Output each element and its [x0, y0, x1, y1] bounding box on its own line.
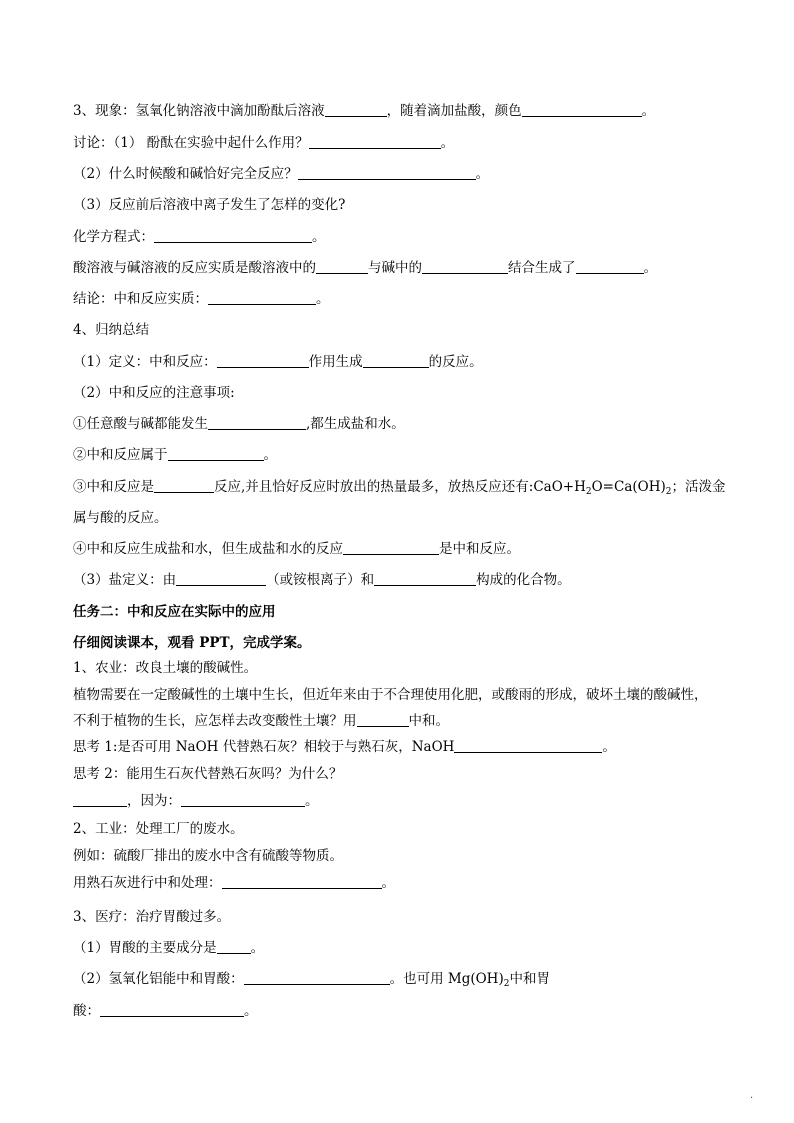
- answer-blank[interactable]: [208, 290, 316, 305]
- text: 思考 2：能用生石灰代替熟石灰吗？为什么？: [73, 766, 343, 782]
- text: 仔细阅读课本，观看 PPT，完成学案。: [73, 635, 311, 651]
- text: 。: [641, 103, 656, 119]
- answer-blank[interactable]: [374, 571, 476, 586]
- text: 3、现象：氢氧化钠溶液中滴加酚酞后溶液: [73, 103, 325, 119]
- line-think-2-answer: [73, 791, 734, 811]
- line-definition: [73, 352, 734, 372]
- line-note-3: [73, 477, 734, 497]
- subscript: 2: [665, 487, 672, 497]
- text: O=Ca(OH): [591, 479, 666, 495]
- answer-blank[interactable]: [100, 1002, 244, 1017]
- text: 。: [263, 447, 277, 463]
- text: 。: [244, 1003, 258, 1019]
- text: （或铵根离子）和: [266, 572, 375, 588]
- text: ；活泼金: [671, 479, 726, 495]
- answer-blank[interactable]: [217, 353, 309, 368]
- line-note-4: [73, 539, 734, 559]
- text: （3）反应前后溶液中离子发生了怎样的变化?: [73, 197, 346, 213]
- answer-blank[interactable]: [222, 874, 382, 889]
- text: 2、工业：处理工厂的废水。: [73, 821, 244, 837]
- line-think-2: [73, 764, 734, 784]
- footer-mark: .: [750, 1090, 754, 1101]
- text: （2）中和反应的注意事项:: [73, 385, 235, 401]
- text: 酸溶液与碱溶液的反应实质是酸溶液中的: [73, 260, 316, 276]
- answer-blank[interactable]: [154, 228, 312, 243]
- text: 3、医疗：治疗胃酸过多。: [73, 909, 231, 925]
- text: 1、农业：改良土壤的酸碱性。: [73, 660, 258, 676]
- line-agriculture-question: [73, 711, 734, 731]
- text: 思考 1:是否可用 NaOH 代替熟石灰？相较于与熟石灰，NaOH: [73, 739, 455, 755]
- line-salt-definition: [73, 570, 734, 590]
- text: 4、归纳总结: [73, 322, 150, 338]
- line-think-1: [73, 737, 734, 757]
- subscript: 2: [585, 487, 592, 497]
- text: 例如：硫酸厂排出的废水中含有硫酸等物质。: [73, 848, 343, 864]
- text: ，因为：: [127, 793, 181, 809]
- answer-blank[interactable]: [316, 259, 368, 274]
- text: 。也可用 Mg(OH): [389, 971, 504, 987]
- answer-blank[interactable]: [576, 259, 644, 274]
- line-notes-title: [73, 383, 734, 403]
- line-medical-2-cont: [73, 1001, 734, 1021]
- line-agriculture-desc: [73, 685, 734, 705]
- answer-blank[interactable]: [454, 738, 602, 753]
- text: 任务二：中和反应在实际中的应用: [73, 604, 276, 620]
- answer-blank[interactable]: [522, 102, 642, 117]
- text: 。: [312, 229, 326, 245]
- text: 。: [381, 875, 395, 891]
- text: 结论：中和反应实质：: [73, 291, 208, 307]
- line-industry: [73, 819, 734, 839]
- text: 构成的化合物。: [476, 572, 571, 588]
- answer-blank[interactable]: [217, 939, 251, 954]
- line-medical: [73, 907, 734, 927]
- text: 。: [643, 260, 657, 276]
- answer-blank[interactable]: [357, 712, 409, 727]
- answer-blank[interactable]: [298, 165, 476, 180]
- answer-blank[interactable]: [309, 134, 441, 149]
- line-discussion-1: [73, 133, 734, 153]
- answer-blank[interactable]: [363, 353, 429, 368]
- answer-blank[interactable]: [181, 792, 305, 807]
- line-note-2: [73, 445, 734, 465]
- text: 与碱中的: [368, 260, 422, 276]
- line-agriculture: [73, 658, 734, 678]
- line-conclusion: [73, 289, 734, 309]
- answer-blank[interactable]: [208, 415, 306, 430]
- text: ，随着滴加盐酸，颜色: [386, 103, 522, 119]
- line-note-3-cont: [73, 508, 734, 528]
- task-two-instruction: [73, 633, 734, 653]
- answer-blank[interactable]: [154, 478, 214, 493]
- text: （2）什么时候酸和碱恰好完全反应？: [73, 166, 298, 182]
- text: 讨论：（1） 酚酞在实验中起什么作用？: [73, 135, 309, 151]
- text: ①任意酸与碱都能发生: [73, 416, 208, 432]
- answer-blank[interactable]: [325, 102, 387, 117]
- text: 。: [316, 291, 330, 307]
- text: 化学方程式：: [73, 229, 154, 245]
- answer-blank[interactable]: [244, 970, 390, 985]
- subscript: 2: [503, 979, 510, 989]
- line-medical-2: [73, 969, 734, 989]
- line-equation: [73, 227, 734, 247]
- text: 结合生成了: [508, 260, 576, 276]
- text: ②中和反应属于: [73, 447, 168, 463]
- text: 。: [305, 793, 319, 809]
- text: 。: [475, 166, 490, 182]
- text: 。: [602, 739, 616, 755]
- text: 植物需要在一定酸碱性的土壤中生长，但近年来由于不合理使用化肥，或酸雨的形成，破坏土壤的酸碱性，: [73, 687, 708, 703]
- text: （1）胃酸的主要成分是: [73, 940, 217, 956]
- text: 不利于植物的生长，应怎样去改变酸性土壤？用: [73, 713, 357, 729]
- answer-blank[interactable]: [176, 571, 266, 586]
- line-essence: [73, 258, 734, 278]
- text: 用熟石灰进行中和处理：: [73, 875, 222, 891]
- text: 中和。: [408, 713, 449, 729]
- line-discussion-3: [73, 195, 734, 215]
- text: 是中和反应。: [439, 541, 520, 557]
- answer-blank[interactable]: [73, 792, 127, 807]
- text: （1）定义：中和反应：: [73, 354, 217, 370]
- line-phenomenon: [73, 101, 734, 121]
- text: 属与酸的反应。: [73, 510, 168, 526]
- line-note-1: [73, 414, 734, 434]
- answer-blank[interactable]: [168, 446, 264, 461]
- text: 反应,并且恰好反应时放出的热量最多，放热反应还有:CaO+H: [214, 479, 586, 495]
- text: 中和胃: [509, 971, 550, 987]
- task-two-title: [73, 602, 734, 622]
- text: （3）盐定义：由: [73, 572, 177, 588]
- text: 的反应。: [428, 354, 483, 370]
- section-summary-title: [73, 320, 734, 340]
- line-industry-example: [73, 846, 734, 866]
- answer-blank[interactable]: [422, 259, 508, 274]
- line-medical-1: [73, 938, 734, 958]
- line-industry-treatment: [73, 873, 734, 893]
- line-discussion-2: [73, 164, 734, 184]
- text: ④中和反应生成盐和水，但生成盐和水的反应: [73, 541, 343, 557]
- text: ,都生成盐和水。: [306, 416, 405, 432]
- text: 。: [250, 940, 265, 956]
- text: 作用生成: [308, 354, 363, 370]
- text: ③中和反应是: [73, 479, 154, 495]
- text: （2）氢氧化铝能中和胃酸：: [73, 971, 244, 987]
- text: 。: [440, 135, 455, 151]
- text: 酸：: [73, 1003, 100, 1019]
- answer-blank[interactable]: [343, 540, 439, 555]
